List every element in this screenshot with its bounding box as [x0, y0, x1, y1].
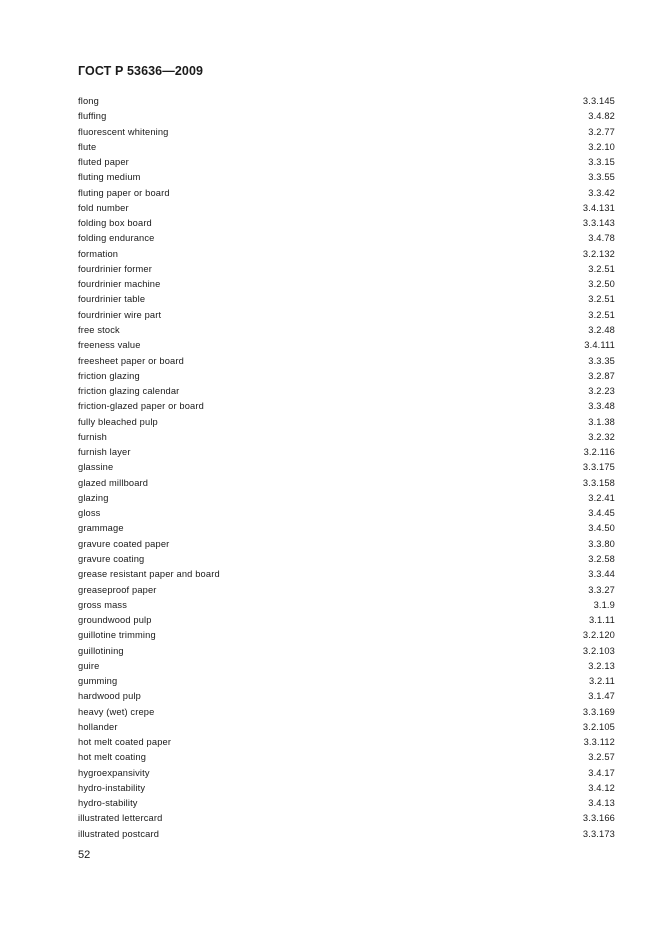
index-term: hydro-instability — [78, 782, 146, 793]
index-entry — [78, 827, 615, 842]
index-reference: 3.2.57 — [588, 752, 615, 763]
index-entry — [78, 735, 615, 750]
index-reference: 3.3.44 — [588, 569, 615, 580]
index-entry — [78, 491, 615, 506]
index-reference: 3.3.158 — [582, 477, 615, 488]
index-entry — [78, 140, 615, 155]
index-entry — [78, 231, 615, 246]
index-entry — [78, 186, 615, 201]
index-term: grease resistant paper and board — [78, 569, 220, 580]
index-reference: 3.2.132 — [582, 248, 615, 259]
index-entry — [78, 170, 615, 185]
index-entry — [78, 216, 615, 231]
index-term: grammage — [78, 523, 124, 534]
index-term: fold number — [78, 202, 129, 213]
index-reference: 3.3.27 — [588, 584, 615, 595]
index-entry — [78, 155, 615, 170]
index-entry — [78, 552, 615, 567]
index-entry — [78, 537, 615, 552]
index-term: furnish layer — [78, 447, 131, 458]
index-reference: 3.3.55 — [588, 172, 615, 183]
index-entry — [78, 384, 615, 399]
index-term: greaseproof paper — [78, 584, 157, 595]
index-reference: 3.2.87 — [588, 370, 615, 381]
index-reference: 3.4.12 — [588, 782, 615, 793]
index-entry — [78, 415, 615, 430]
index-term: folding endurance — [78, 233, 155, 244]
index-reference: 3.2.32 — [588, 431, 615, 442]
index-entry — [78, 354, 615, 369]
index-entry — [78, 125, 615, 140]
index-term: gloss — [78, 508, 101, 519]
index-entry — [78, 720, 615, 735]
page-number: 52 — [78, 849, 91, 861]
term-index-list — [78, 94, 615, 842]
index-entry — [78, 460, 615, 475]
index-term: fourdrinier former — [78, 263, 152, 274]
index-term: illustrated postcard — [78, 828, 160, 839]
index-entry — [78, 338, 615, 353]
index-reference: 3.3.166 — [582, 813, 615, 824]
index-reference: 3.2.10 — [588, 141, 615, 152]
index-term: fourdrinier table — [78, 294, 146, 305]
index-entry — [78, 781, 615, 796]
index-reference: 3.2.120 — [582, 630, 615, 641]
index-term: hygroexpansivity — [78, 767, 150, 778]
index-entry — [78, 613, 615, 628]
index-term: friction glazing — [78, 370, 140, 381]
index-reference: 3.1.38 — [588, 416, 615, 427]
index-term: flute — [78, 141, 97, 152]
index-term: gravure coating — [78, 553, 145, 564]
index-term: guillotining — [78, 645, 124, 656]
index-reference: 3.4.131 — [582, 202, 615, 213]
index-entry — [78, 445, 615, 460]
index-term: fluted paper — [78, 157, 129, 168]
index-reference: 3.4.82 — [588, 111, 615, 122]
index-term: hardwood pulp — [78, 691, 141, 702]
index-reference: 3.1.9 — [593, 599, 615, 610]
index-term: fluffing — [78, 111, 107, 122]
index-term: guire — [78, 660, 100, 671]
index-term: fourdrinier wire part — [78, 309, 162, 320]
index-entry — [78, 583, 615, 598]
index-entry — [78, 644, 615, 659]
index-entry — [78, 262, 615, 277]
index-entry — [78, 521, 615, 536]
index-entry — [78, 705, 615, 720]
index-reference: 3.2.105 — [582, 721, 615, 732]
index-reference: 3.3.143 — [582, 218, 615, 229]
index-reference: 3.3.35 — [588, 355, 615, 366]
index-entry — [78, 750, 615, 765]
index-term: glazed millboard — [78, 477, 149, 488]
index-term: friction-glazed paper or board — [78, 401, 204, 412]
index-reference: 3.2.48 — [588, 324, 615, 335]
index-reference: 3.4.78 — [588, 233, 615, 244]
index-entry — [78, 430, 615, 445]
index-reference: 3.4.17 — [588, 767, 615, 778]
index-entry — [78, 399, 615, 414]
index-entry — [78, 94, 615, 109]
index-reference: 3.3.112 — [583, 737, 615, 748]
index-reference: 3.4.50 — [588, 523, 615, 534]
index-term: illustrated lettercard — [78, 813, 163, 824]
index-term: freesheet paper or board — [78, 355, 184, 366]
index-term: hot melt coating — [78, 752, 147, 763]
index-entry — [78, 247, 615, 262]
index-term: gumming — [78, 676, 118, 687]
index-term: freeness value — [78, 340, 141, 351]
index-entry — [78, 201, 615, 216]
index-reference: 3.2.51 — [588, 263, 615, 274]
index-entry — [78, 766, 615, 781]
index-reference: 3.3.145 — [582, 96, 615, 106]
index-entry — [78, 109, 615, 124]
index-entry — [78, 323, 615, 338]
index-reference: 3.1.11 — [588, 615, 615, 626]
index-entry — [78, 567, 615, 582]
index-term: folding box board — [78, 218, 152, 229]
index-term: fluting medium — [78, 172, 141, 183]
index-term: gross mass — [78, 599, 128, 610]
index-term: formation — [78, 248, 119, 259]
index-entry — [78, 811, 615, 826]
index-reference: 3.2.41 — [588, 492, 615, 503]
index-entry — [78, 476, 615, 491]
index-entry — [78, 277, 615, 292]
index-term: groundwood pulp — [78, 615, 152, 626]
index-entry — [78, 369, 615, 384]
index-reference: 3.2.103 — [582, 645, 615, 656]
index-reference: 3.2.11 — [588, 676, 615, 687]
index-reference: 3.2.58 — [588, 553, 615, 564]
index-reference: 3.1.47 — [588, 691, 615, 702]
index-reference: 3.3.169 — [582, 706, 615, 717]
index-reference: 3.2.77 — [588, 126, 615, 137]
index-entry — [78, 506, 615, 521]
index-term: hydro-stability — [78, 798, 138, 809]
index-term: glazing — [78, 492, 109, 503]
index-term: hot melt coated paper — [78, 737, 172, 748]
index-term: friction glazing calendar — [78, 386, 180, 397]
index-entry — [78, 796, 615, 811]
index-reference: 3.3.80 — [588, 538, 615, 549]
index-reference: 3.3.42 — [588, 187, 615, 198]
index-term: fully bleached pulp — [78, 416, 158, 427]
index-reference: 3.3.15 — [588, 157, 615, 168]
index-term: fluorescent whitening — [78, 126, 169, 137]
index-term: hollander — [78, 721, 118, 732]
index-term: furnish — [78, 431, 107, 442]
index-entry — [78, 292, 615, 307]
index-term: glassine — [78, 462, 114, 473]
index-reference: 3.2.51 — [588, 294, 615, 305]
index-reference: 3.3.173 — [582, 828, 615, 839]
index-term: gravure coated paper — [78, 538, 170, 549]
index-reference: 3.3.175 — [582, 462, 615, 473]
index-reference: 3.2.51 — [588, 309, 615, 320]
index-entry — [78, 689, 615, 704]
index-entry — [78, 308, 615, 323]
index-term: heavy (wet) crepe — [78, 706, 155, 717]
index-reference: 3.2.50 — [588, 279, 615, 290]
document-header: ГОСТ Р 53636—2009 — [78, 64, 204, 78]
index-reference: 3.2.13 — [588, 660, 615, 671]
index-entry — [78, 598, 615, 613]
index-term: flong — [78, 96, 99, 106]
index-term: fluting paper or board — [78, 187, 170, 198]
index-reference: 3.2.23 — [588, 386, 615, 397]
index-term: free stock — [78, 324, 120, 335]
index-entry — [78, 674, 615, 689]
index-reference: 3.4.45 — [588, 508, 615, 519]
index-reference: 3.4.111 — [584, 340, 615, 351]
index-reference: 3.4.13 — [588, 798, 615, 809]
index-entry — [78, 628, 615, 643]
index-term: guillotine trimming — [78, 630, 156, 641]
index-term: fourdrinier machine — [78, 279, 161, 290]
index-reference: 3.3.48 — [588, 401, 615, 412]
index-reference: 3.2.116 — [583, 447, 615, 458]
index-entry — [78, 659, 615, 674]
